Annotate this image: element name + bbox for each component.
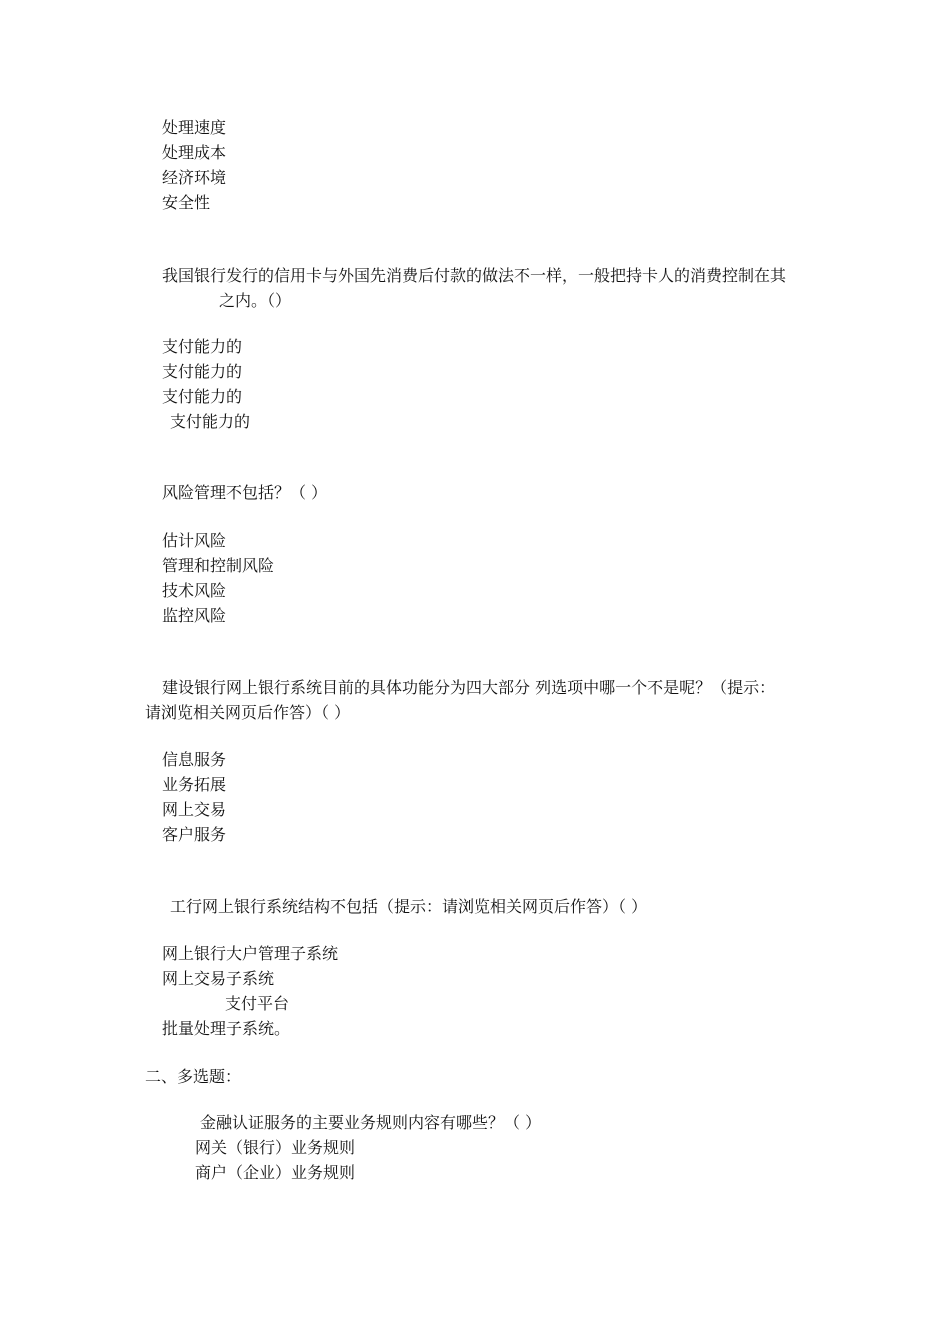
option-text: 支付能力的 [170,412,251,431]
option-text: 支付平台 [225,994,290,1013]
section-heading: 二、多选题： [145,1067,242,1086]
option-text: 网上交易子系统 [162,969,275,988]
option-text: 支付能力的 [162,387,243,406]
question-text-continued: 请浏览相关网页后作答）（ ） [145,703,351,722]
option-text: 网关（银行）业务规则 [195,1138,356,1157]
option-text: 技术风险 [162,581,227,600]
question-text: 风险管理不包括？（ ） [162,483,328,502]
option-text: 支付能力的 [162,337,243,356]
option-text: 管理和控制风险 [162,556,275,575]
option-text: 信息服务 [162,750,227,769]
option-text: 经济环境 [162,168,227,187]
option-text: 安全性 [162,193,211,212]
question-text: 我国银行发行的信用卡与外国先消费后付款的做法不一样，一般把持卡人的消费控制在其 [162,266,787,285]
option-text: 商户（企业）业务规则 [195,1163,356,1182]
option-text: 支付能力的 [162,362,243,381]
question-text: 金融认证服务的主要业务规则内容有哪些？（ ） [200,1113,542,1132]
option-text: 网上交易 [162,800,227,819]
option-text: 监控风险 [162,606,227,625]
option-text: 处理成本 [162,143,227,162]
option-text: 客户服务 [162,825,227,844]
option-text: 业务拓展 [162,775,227,794]
option-text: 网上银行大户管理子系统 [162,944,339,963]
question-text-continued: 之内。（） [219,291,292,310]
option-text: 估计风险 [162,531,227,550]
option-text: 批量处理子系统。 [162,1019,291,1038]
option-text: 处理速度 [162,118,227,137]
question-text: 工行网上银行系统结构不包括（提示：请浏览相关网页后作答）（ ） [170,897,648,916]
question-text: 建设银行网上银行系统目前的具体功能分为四大部分 列选项中哪一个不是呢？（提示： [162,678,776,697]
